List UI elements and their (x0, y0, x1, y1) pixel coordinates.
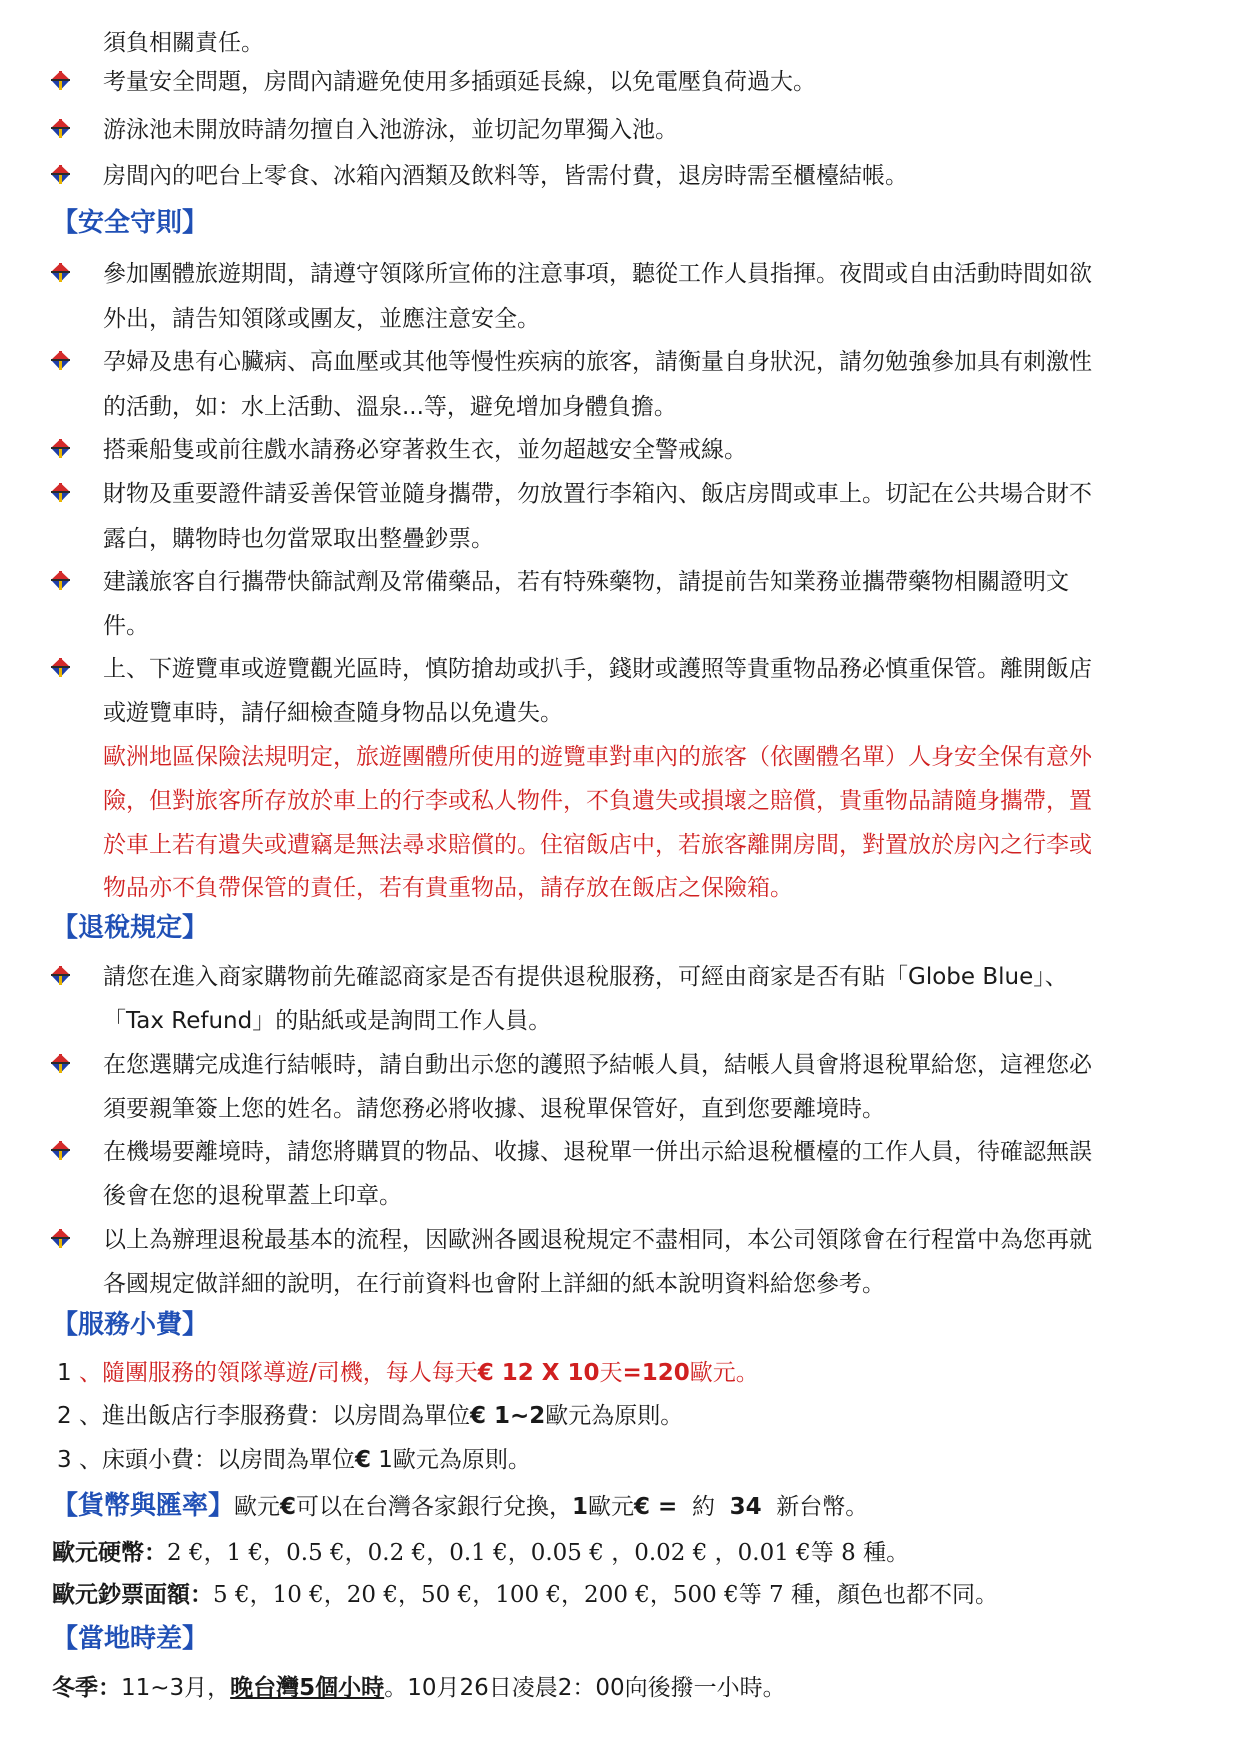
timezone-heading: 【當地時差】 (52, 1624, 209, 1654)
insurance-note-line: 歐洲地區保險法規明定，旅遊團體所使用的遊覽車對車內的旅客（依團體名單）人身安全保有意外 (103, 744, 1092, 770)
timezone-line (52, 1673, 786, 1703)
tip-text: 1歐元為原則。 (370, 1447, 531, 1473)
intro-item: 游泳池未開放時請勿擅自入池游泳，並切記勿單獨入池。 (103, 117, 678, 143)
currency-heading: 【貨幣與匯率】 (52, 1491, 235, 1521)
tax-heading: 【退稅規定】 (52, 913, 209, 943)
tip-separator: 、 (78, 1360, 102, 1386)
currency-one: 1 (572, 1494, 589, 1520)
insurance-note-line: 物品亦不負帶保管的責任，若有貴重物品，請存放在飯店之保險箱。 (103, 875, 793, 901)
currency-text: 歐元 (234, 1494, 281, 1520)
tip-text: 進出飯店行李服務費：以房間為單位 (101, 1403, 470, 1429)
bullet-icon (50, 350, 72, 372)
safety-item-line: 建議旅客自行攜帶快篩試劑及常備藥品，若有特殊藥物，請提前告知業務並攜帶藥物相關證明文 (103, 569, 1069, 595)
currency-text: 約 (677, 1494, 730, 1520)
tip-text: 歐元為原則。 (545, 1403, 684, 1429)
coins-label: 歐元硬幣： (52, 1540, 167, 1566)
tip-number: 3 (57, 1447, 72, 1473)
tax-item-line: 後會在您的退稅單蓋上印章。 (103, 1183, 402, 1209)
tax-item-line: 以上為辦理退稅最基本的流程，因歐洲各國退稅規定不盡相同，本公司領隊會在行程當中為您再就 (103, 1227, 1092, 1253)
coins-values: 2 €，1 €，0.5 €，0.2 €，0.1 €，0.05 € ，0.02 € ，0.01 €等 8 種。 (167, 1540, 910, 1566)
tax-item-line: 須要親筆簽上您的姓名。請您務必將收據、退稅單保管好，直到您要離境時。 (103, 1096, 885, 1122)
intro-continuation: 須負相關責任。 (103, 30, 264, 56)
safety-item-line: 露白，購物時也勿當眾取出整疊鈔票。 (103, 526, 494, 552)
tip-item-3 (57, 1445, 531, 1475)
safety-item-line: 或遊覽車時，請仔細檢查隨身物品以免遺失。 (103, 700, 563, 726)
bullet-icon (50, 1053, 72, 1075)
bullet-icon (50, 570, 72, 592)
tax-item-line: 各國規定做詳細的說明，在行前資料也會附上詳細的紙本說明資料給您參考。 (103, 1271, 885, 1297)
safety-item-line: 外出，請告知領隊或團友，並應注意安全。 (103, 306, 540, 332)
euro-symbol: € (280, 1494, 297, 1520)
tip-text: 床頭小費：以房間為單位 (101, 1447, 355, 1473)
exchange-rate: 34 (729, 1494, 762, 1520)
tip-total: =120 (622, 1360, 690, 1386)
tax-item-line: 請您在進入商家購物前先確認商家是否有提供退稅服務，可經由商家是否有貼「Globe Blue」、 (103, 964, 1068, 990)
tip-number: 1 (57, 1360, 72, 1386)
tax-item-line: 「Tax Refund」的貼紙或是詢問工作人員。 (103, 1008, 552, 1034)
currency-euro-equals: € = (634, 1494, 678, 1520)
tip-amount: € 12 X 10 (477, 1360, 600, 1386)
timezone-offset: 晚台灣5個小時 (230, 1675, 385, 1701)
bullet-icon (50, 1228, 72, 1250)
safety-item-line: 上、下遊覽車或遊覽觀光區時，慎防搶劫或扒手，錢財或護照等貴重物品務必慎重保管。離開飯店 (103, 656, 1092, 682)
tip-amount: € 1~2 (469, 1403, 546, 1429)
safety-item-line: 搭乘船隻或前往戲水請務必穿著救生衣，並勿超越安全警戒線。 (103, 437, 747, 463)
tip-amount: € (354, 1447, 371, 1473)
currency-text: 可以在台灣各家銀行兌換， (296, 1494, 573, 1520)
currency-text: 歐元 (588, 1494, 635, 1520)
bullet-icon (50, 164, 72, 186)
currency-line (52, 1488, 868, 1525)
bullet-icon (50, 118, 72, 140)
timezone-label: 冬季： (52, 1675, 121, 1701)
tip-number: 2 (57, 1403, 72, 1429)
notes-line (52, 1580, 998, 1610)
insurance-note-line: 於車上若有遺失或遭竊是無法尋求賠償的。住宿飯店中，若旅客離開房間，對置放於房內之行李或 (103, 832, 1092, 858)
tip-text: 隨團服務的領隊導遊/司機，每人每天 (101, 1360, 478, 1386)
currency-text: 新台幣。 (761, 1494, 869, 1520)
bullet-icon (50, 1140, 72, 1162)
bullet-icon (50, 965, 72, 987)
timezone-text: 。10月26日凌晨2：00向後撥一小時。 (384, 1675, 786, 1701)
bullet-icon (50, 482, 72, 504)
intro-item: 房間內的吧台上零食、冰箱內酒類及飲料等，皆需付費，退房時需至櫃檯結帳。 (103, 163, 908, 189)
coins-line (52, 1538, 909, 1568)
safety-item-line: 的活動，如：水上活動、溫泉...等，避免增加身體負擔。 (103, 394, 677, 420)
tax-item-line: 在機場要離境時，請您將購買的物品、收據、退稅單一併出示給退稅櫃檯的工作人員，待確認無誤 (103, 1139, 1092, 1165)
tax-item-line: 在您選購完成進行結帳時，請自動出示您的護照予結帳人員，結帳人員會將退稅單給您，這裡您必 (103, 1052, 1092, 1078)
notes-values: 5 €，10 €，20 €，50 €，100 €，200 €，500 €等 7 種，顏色也都不同。 (213, 1582, 998, 1608)
safety-item-line: 參加團體旅遊期間，請遵守領隊所宣佈的注意事項，聽從工作人員指揮。夜間或自由活動時間如欲 (103, 261, 1092, 287)
tip-text: 歐元。 (689, 1360, 759, 1386)
safety-heading: 【安全守則】 (52, 208, 209, 238)
timezone-text: 11~3月， (121, 1675, 231, 1701)
notes-label: 歐元鈔票面額： (52, 1582, 213, 1608)
tip-item-1 (57, 1358, 759, 1388)
tips-heading: 【服務小費】 (52, 1310, 209, 1340)
bullet-icon (50, 262, 72, 284)
bullet-icon (50, 70, 72, 92)
tip-separator: 、 (78, 1447, 102, 1473)
insurance-note-line: 險，但對旅客所存放於車上的行李或私人物件，不負遺失或損壞之賠償，貴重物品請隨身攜帶，置 (103, 788, 1092, 814)
bullet-icon (50, 438, 72, 460)
intro-item: 考量安全問題，房間內請避免使用多插頭延長線，以免電壓負荷過大。 (103, 69, 816, 95)
safety-item-line: 孕婦及患有心臟病、高血壓或其他等慢性疾病的旅客，請衡量自身狀況，請勿勉強參加具有刺激性 (103, 349, 1092, 375)
bullet-icon (50, 657, 72, 679)
safety-item-line: 財物及重要證件請妥善保管並隨身攜帶，勿放置行李箱內、飯店房間或車上。切記在公共場合財不 (103, 481, 1092, 507)
tip-text: 天 (599, 1360, 623, 1386)
safety-item-line: 件。 (103, 613, 149, 639)
tip-item-2 (57, 1401, 683, 1431)
tip-separator: 、 (78, 1403, 102, 1429)
